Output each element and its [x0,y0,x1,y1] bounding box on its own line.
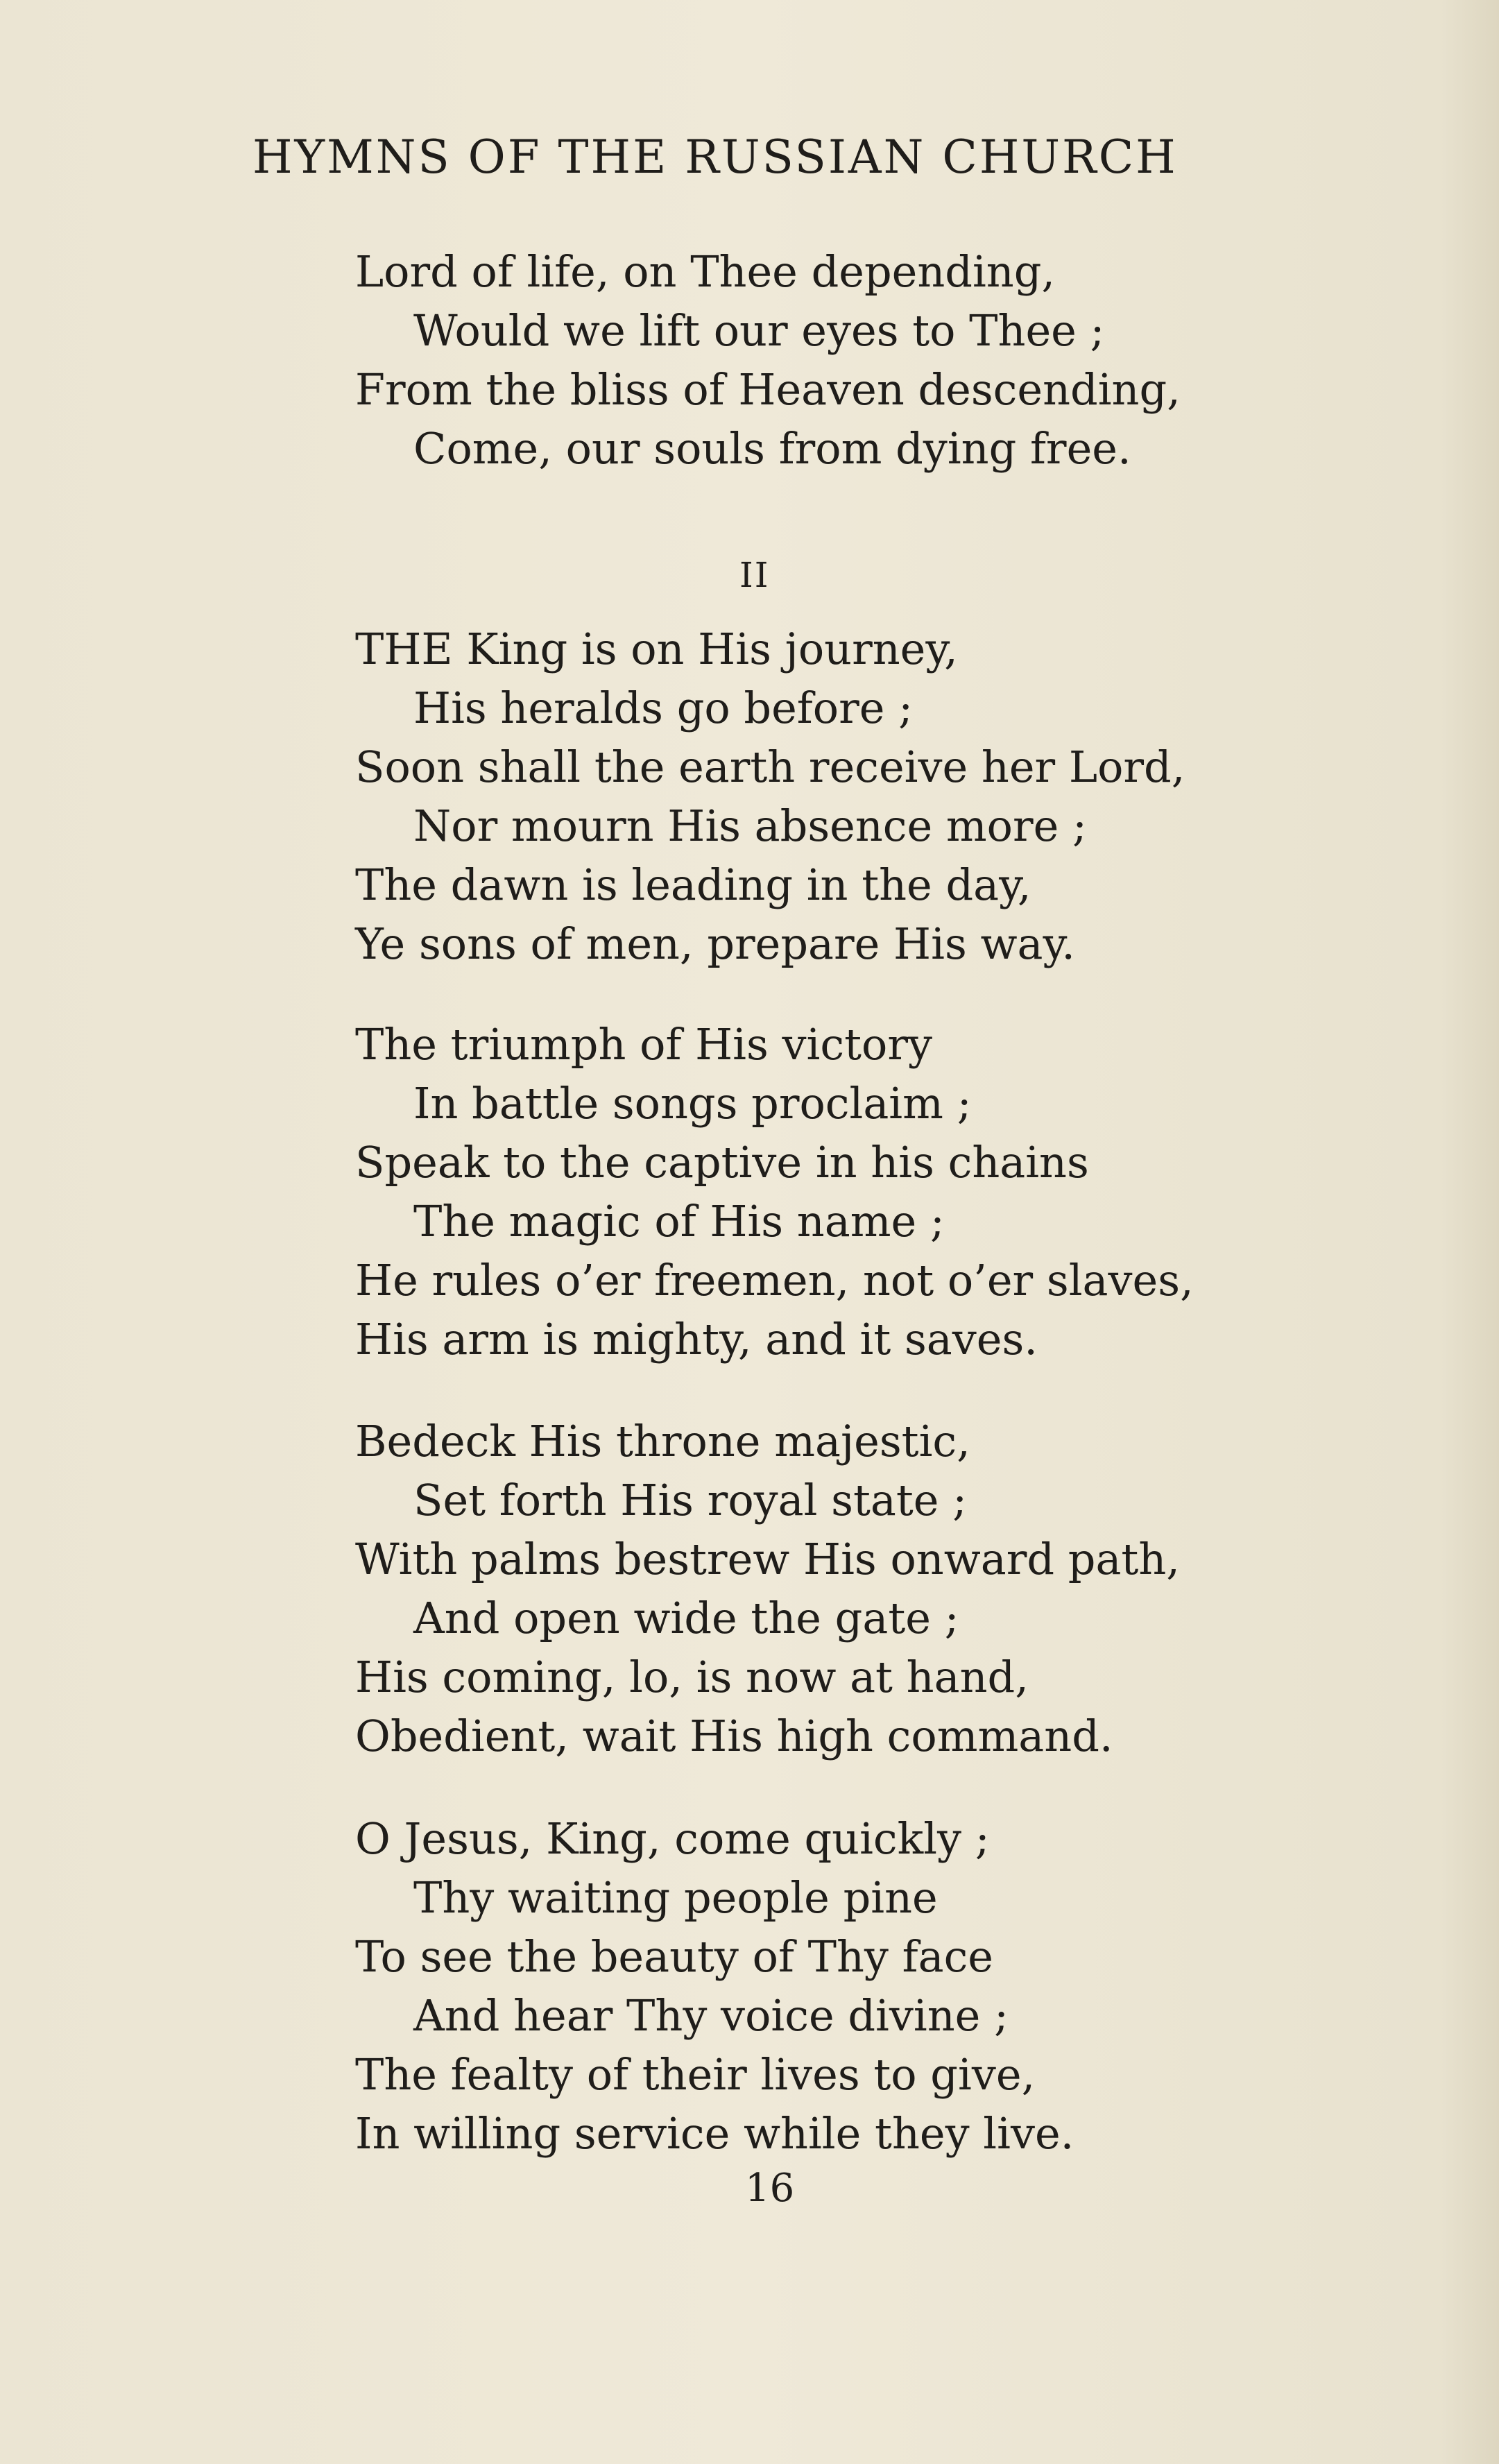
stanza-3 [355,1015,1194,1369]
stanza-4 [355,1412,1180,1765]
verse-line: With palms bestrew His onward path, [355,1534,1180,1584]
verse-line: O Jesus, King, come quickly ; [355,1813,990,1864]
verse-line: Come, our souls from dying free. [413,423,1131,474]
verse-line: To see the beauty of Thy face [355,1931,993,1982]
verse-line: Speak to the captive in his chains [355,1137,1089,1188]
verse-line: Ye sons of men, prepare His way. [355,918,1076,969]
verse-line: Thy waiting people pine [413,1872,938,1923]
verse-line: In battle songs proclaim ; [413,1078,972,1129]
verse-line: The triumph of His victory [355,1019,933,1070]
verse-line: From the bliss of Heaven descending, [355,364,1181,415]
verse-line: And open wide the gate ; [413,1593,959,1643]
stanza-1 [355,242,1181,478]
verse-line: THE King is on His journey, [355,624,958,674]
running-head: HYMNS OF THE RUSSIAN CHURCH [252,130,1178,184]
verse-line: Obedient, wait His high command. [355,1711,1113,1761]
verse-line: His heralds go before ; [413,683,913,733]
verse-line: His arm is mighty, and it saves. [355,1314,1038,1364]
verse-line: His coming, lo, is now at hand, [355,1652,1029,1702]
verse-line: In willing service while they live. [355,2108,1074,2159]
section-number: II [739,555,770,595]
verse-line: He rules o’er freemen, not o’er slaves, [355,1255,1194,1306]
stanza-5 [355,1809,1074,2163]
verse-line: The fealty of their lives to give, [355,2049,1036,2100]
verse-line: Soon shall the earth receive her Lord, [355,742,1185,792]
verse-line: Lord of life, on Thee depending, [355,246,1056,297]
verse-line: Nor mourn His absence more ; [413,801,1087,851]
stanza-2 [355,619,1185,973]
verse-line: The magic of His name ; [413,1196,945,1247]
verse-line: And hear Thy voice divine ; [413,1990,1009,2041]
page-number: 16 [745,2166,795,2211]
verse-line: Set forth His royal state ; [413,1475,968,1525]
verse-line: The dawn is leading in the day, [355,859,1031,910]
verse-line: Would we lift our eyes to Thee ; [413,305,1105,356]
verse-line: Bedeck His throne majestic, [355,1416,970,1466]
